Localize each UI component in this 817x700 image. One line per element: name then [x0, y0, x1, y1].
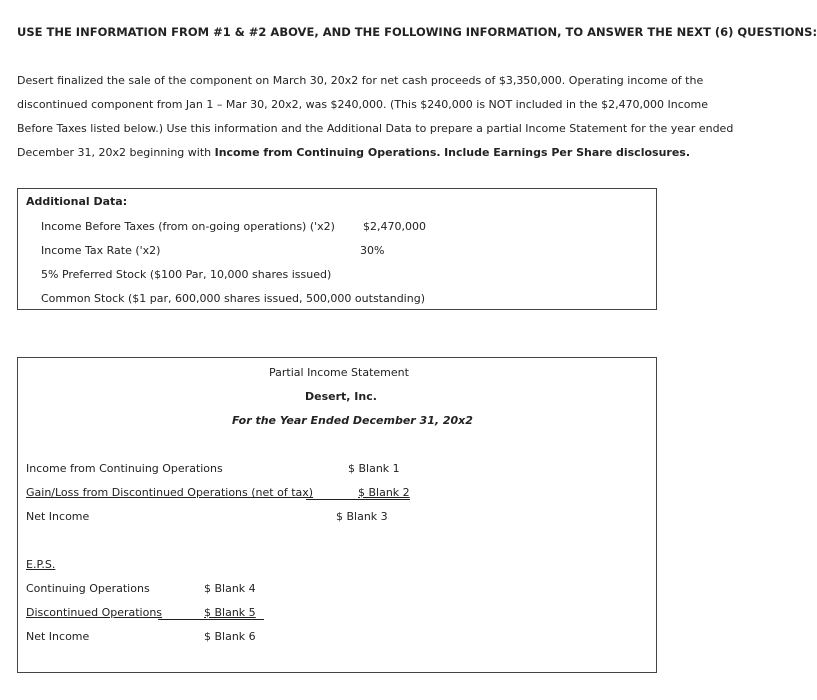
blank-5-value: $ Blank 5	[204, 606, 256, 619]
blank-1-value: $ Blank 1	[348, 462, 400, 475]
blank-4-value: $ Blank 4	[204, 582, 256, 595]
paragraph-line-3: Before Taxes listed below.) Use this information and the Additional Data to prepare a partial Income Statement for the year ended	[17, 122, 734, 135]
instructions-heading: USE THE INFORMATION FROM #1 & #2 ABOVE, AND THE FOLLOWING INFORMATION, TO ANSWER THE NEXT (6) QUESTIONS:	[17, 25, 817, 39]
additional-data-title: Additional Data:	[26, 195, 128, 208]
preferred-stock-label: 5% Preferred Stock ($100 Par, 10,000 shares issued)	[41, 268, 332, 281]
eps-continuing-label: Continuing Operations	[26, 582, 150, 595]
blank-2-value: $ Blank 2	[358, 486, 410, 499]
blank-6-value: $ Blank 6	[204, 630, 256, 643]
tax-rate-value: 30%	[360, 244, 385, 257]
paragraph-line-4: December 31, 20x2 beginning with Income from Continuing Operations. Include Earnings Per Share disclosures.	[17, 146, 691, 159]
eps-title: E.P.S.	[26, 558, 56, 571]
statement-period: For the Year Ended December 31, 20x2	[232, 414, 473, 427]
continuing-operations-label: Income from Continuing Operations	[26, 462, 223, 475]
discontinued-operations-label: Gain/Loss from Discontinued Operations (net of tax)	[26, 486, 314, 499]
common-stock-label: Common Stock ($1 par, 600,000 shares issued, 500,000 outstanding)	[41, 292, 425, 305]
underline-rule	[306, 499, 410, 500]
company-name: Desert, Inc.	[305, 390, 377, 403]
tax-rate-label: Income Tax Rate ('x2)	[41, 244, 161, 257]
eps-net-income-label: Net Income	[26, 630, 90, 643]
paragraph-line-1: Desert finalized the sale of the component on March 30, 20x2 for net cash proceeds of $3,350,000. Operating income of the	[17, 74, 704, 87]
income-before-taxes-label: Income Before Taxes (from on-going operations) ('x2)	[41, 220, 335, 233]
paragraph-line-2: discontinued component from Jan 1 – Mar 30, 20x2, was $240,000. (This $240,000 is NOT included in the $2,470,000 Income	[17, 98, 709, 111]
income-before-taxes-value: $2,470,000	[363, 220, 426, 233]
underline-rule	[158, 619, 264, 620]
statement-title: Partial Income Statement	[269, 366, 409, 379]
eps-discontinued-label: Discontinued Operations	[26, 606, 163, 619]
net-income-label: Net Income	[26, 510, 90, 523]
blank-3-value: $ Blank 3	[336, 510, 388, 523]
